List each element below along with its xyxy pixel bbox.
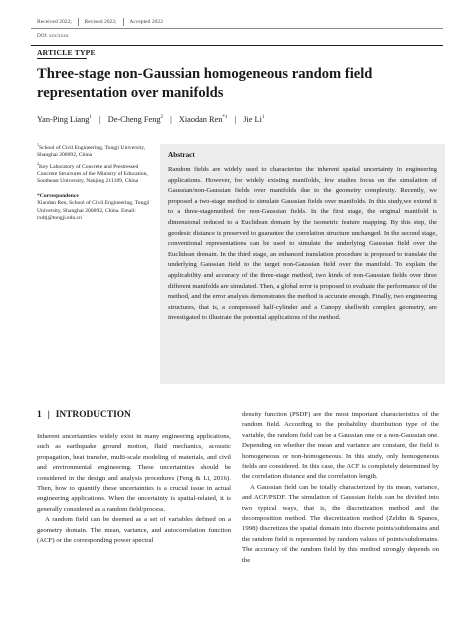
body-text [37, 432, 231, 546]
article-type: ARTICLE TYPE [37, 48, 96, 57]
abstract-text: Random fields are widely used to characterize the inherent spatial uncertainty in engineering applications. However, for widely existing manifolds, few studies focus on the simulation of Gaussian/non-Gaussian fields over manifolds due to the geometry complexity. Recently, we proposed a two-stage method to simulate Gaussian fields over manifolds. In this study,we extend it to a three-stagemethod for non-Gaussian fields. In the first stage, the original manifold is dimensional reduced to a Euclidean domain by the isometric feature mapping. By this step, the geodesic distance is preserved to guarantee the correlation structure unchanged. In the second stage, conventional representations can be used to simulate the underlying Gaussian field over the Euclidean domain. In the third stage, an enhanced translation procedure is proposed to translate the underlying Gaussian field to the target non-Gaussian field over the manifold. To explain the applicability and accuracy of the three-stage method, two kinds of non-Gaussian fields over three different manifolds are simulated. Then, a global error is proposed to evaluate the performance of the method, and the error analysis demonstrates the method is accurate enough. Finally, two engineering structures, that is, a compressed half-cylinder and a Canopy shellwith complex geometry, are investigated to illustrate the potential applications of the method. [168, 166, 437, 322]
author-name: De-Cheng Feng [107, 115, 161, 124]
body-column-left [37, 410, 231, 546]
received-date: Received 2022; [37, 19, 72, 25]
paragraph: A random field can be deemed as a set of variables defined on a geometry domain. The mean, variance, and autocorrelation function (ACF) or the corresponding power spectral [37, 516, 231, 545]
affiliation-text: Key Laboratory of Concrete and Prestressed Concrete Structures of the Ministry of Education, Southeast University, Nanjing 211189, China [37, 163, 148, 185]
revised-date: Revised 2022; [84, 19, 117, 25]
author-name: Jie Li [243, 115, 262, 124]
affiliation-mark: 2 [37, 160, 39, 166]
abstract-box [160, 144, 445, 384]
author-separator: | [98, 115, 101, 124]
author-affiliation-mark: *1 [222, 115, 228, 121]
article-type-underline [37, 58, 87, 59]
publication-dates-bar [31, 16, 443, 29]
author-name: Xiaodan Ren [178, 115, 223, 124]
author-list [37, 115, 264, 124]
author-affiliation-mark: 1 [89, 115, 92, 121]
affiliations-column [37, 141, 155, 222]
paragraph: density function (PSDF) are the most important characteristics of the random field. According to the probability distribution type of the variable, the random field can be a Gaussian one or a non-Gaussian one. Depending on whether the mean and variance are constant, the field is homogeneous or non-homogeneous. In this study, only homogeneous fields are considered. In this case, the ACF is completely determined by the correlation distance and the correlation length. [242, 411, 439, 481]
section-number: 1 [37, 410, 42, 420]
affiliation-mark: 1 [37, 142, 39, 147]
paper-title: Three-stage non-Gaussian homogeneous random field representation over manifolds [37, 66, 373, 101]
affiliation-1 [37, 141, 155, 160]
section-title: INTRODUCTION [55, 410, 131, 420]
body-column-right [242, 410, 439, 566]
section-heading [37, 410, 231, 420]
author-separator: | [234, 115, 237, 124]
accepted-date: Accepted 2022 [129, 19, 164, 25]
paragraph: A Gaussian field can be totally characterized by its mean, variance, and ACF/PSDF. The simulation of Gaussian fields can be divided into two typical ways, that is, the discretization method and the decomposition method. The discretization method (Zeldin & Spanos, 1998) discretizes the spatial domain into discrete points/subdomains and the random field is represented by random values of points/subdomains. The accuracy of the random field by this method strongly depends on the [242, 483, 439, 564]
correspondence-text: Xiaodan Ren, School of Civil Engineering, Tongji University, Shanghai 200092, China. Email: rxdtj@tongji.edu.cn [37, 200, 150, 221]
author-separator: | [170, 115, 172, 124]
affiliation-2 [37, 160, 155, 186]
affiliation-text: School of Civil Engineering, Tongji University, Shanghai 200092, China [37, 144, 146, 159]
correspondence-heading: *Correspondence [37, 192, 79, 199]
author-name: Yan-Ping Liang [37, 115, 90, 124]
paragraph: Inherent uncertainties widely exist in many engineering applications, such as earthquake ground motion, fluid mechanics, acoustic propagation, heat transfer, multi-scale modeling of materials, and civil and environmental engineering. These uncertainties should be considered in the design and analysis procedures (Feng & Li, 2016). Then, how to quantify these uncertainties is a crucial issue in actual engineering applications. When the uncertainty is spatial-related, it is generally considered as a random field/process. [37, 433, 231, 513]
doi: DOI: xxx/xxxx [37, 33, 69, 39]
author-affiliation-mark: 1 [261, 115, 265, 121]
section-separator: | [47, 410, 50, 420]
abstract-heading: Abstract [168, 151, 195, 159]
author-affiliation-mark: 2 [160, 115, 164, 121]
header-divider [31, 45, 443, 46]
body-text [242, 410, 439, 566]
